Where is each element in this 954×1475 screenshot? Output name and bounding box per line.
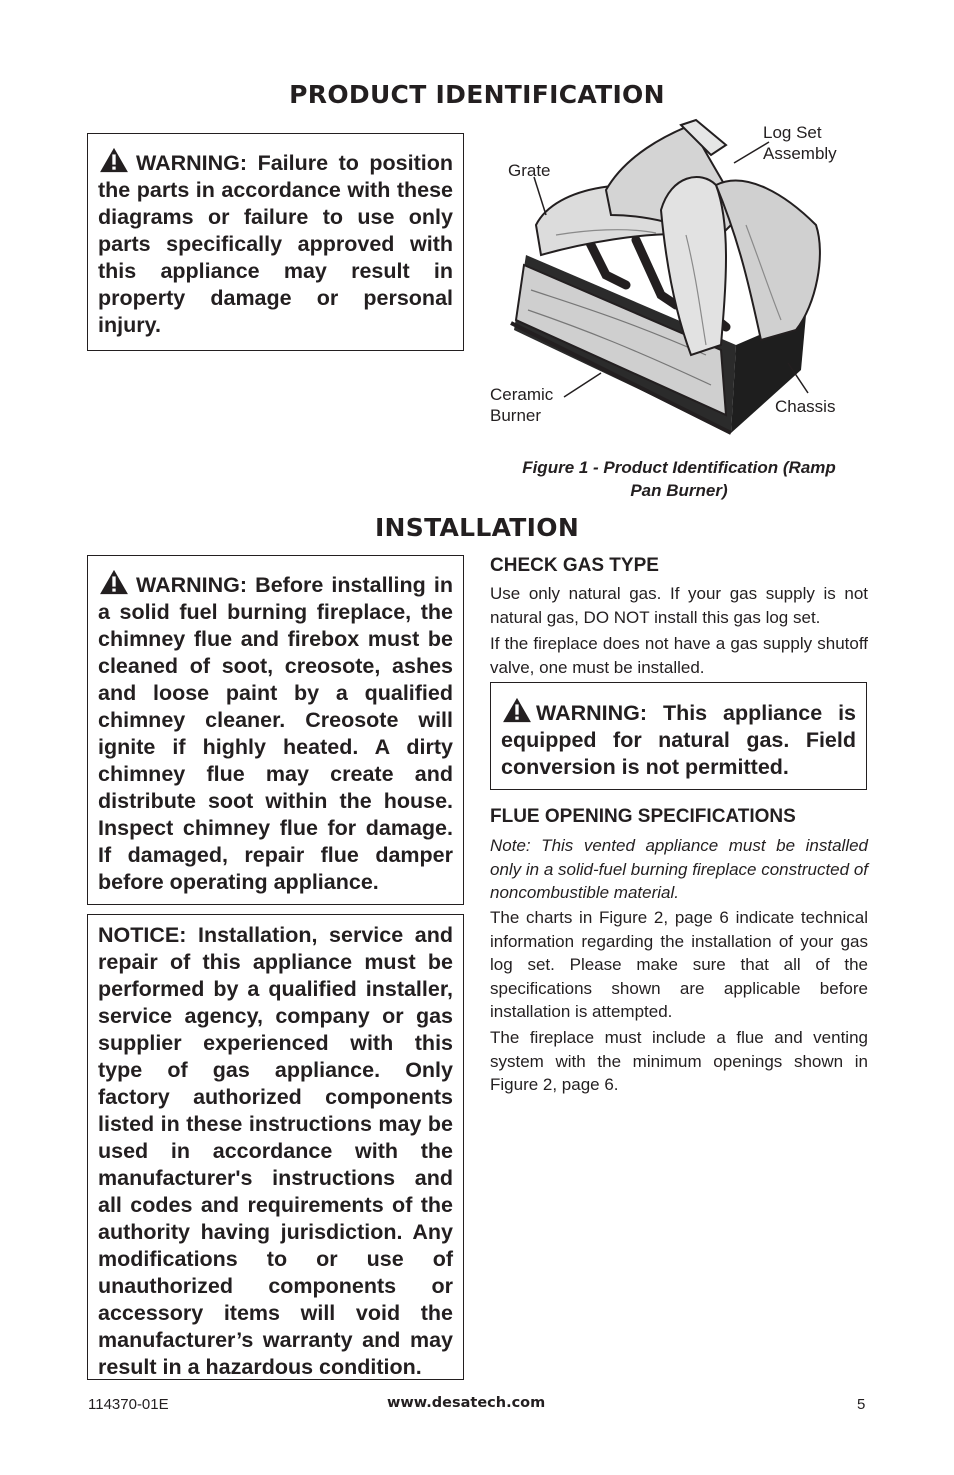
warning-triangle-icon <box>98 569 130 595</box>
check-gas-paragraph-2: If the fireplace does not have a gas supply shutoff valve, one must be installed. <box>490 634 868 677</box>
label-log-set-line1: Log Set <box>763 123 822 142</box>
warning-box-position-parts <box>87 133 464 351</box>
check-gas-paragraph-1: Use only natural gas. If your gas supply is not natural gas, DO NOT install this gas log set. <box>490 584 868 627</box>
notice-text: NOTICE: Installation, service and repair of this appliance must be performed by a qualified installer, service agency, company or gas supplier experienced with this type of gas appliance. Only factory authorized components listed in these instructions may be used in accordance with the manufacturer's instructions and all codes and requirements of the authority having jurisdiction. Any modifications to or use of unauthorized components or accessory items will void the manufacturer’s warranty and may result in a hazardous condition. <box>98 923 453 1379</box>
notice-box <box>87 914 464 1380</box>
warning-box-before-installing <box>87 555 464 905</box>
footer-doc-number: 114370-01E <box>88 1396 169 1413</box>
product-identification-heading: PRODUCT IDENTIFICATION <box>289 80 665 109</box>
check-gas-type-heading: CHECK GAS TYPE <box>490 555 659 576</box>
label-grate: Grate <box>508 161 551 180</box>
caption-line1: Figure 1 - Product Identification (Ramp <box>522 458 836 477</box>
figure-caption <box>490 456 868 502</box>
flue-opening-heading: FLUE OPENING SPECIFICATIONS <box>490 806 796 827</box>
label-log-set-line2: Assembly <box>763 144 837 163</box>
warning-text: WARNING: Before installing in a solid fuel burning fireplace, the chimney flue and firebox must be cleaned of soot, creosote, ashes and loose paint by a qualified chimney cleaner. Creosote will ignite if highly heated. A dirty chimney flue may create and distribute soot within the house. Inspect chimney flue for damage. If damaged, repair flue damper before operating appliance. <box>98 573 453 894</box>
label-log-set-assembly <box>763 122 837 164</box>
label-ceramic-burner <box>490 384 553 426</box>
footer-website-link[interactable]: www.desatech.com <box>387 1395 546 1411</box>
warning-triangle-icon <box>98 147 130 173</box>
installation-heading: INSTALLATION <box>374 513 580 542</box>
flue-note: Note: This vented appliance must be installed only in a solid-fuel burning fireplace constructed of noncombustible material. <box>490 836 868 902</box>
caption-line2: Pan Burner) <box>630 481 728 500</box>
warning-triangle-icon <box>501 697 533 723</box>
warning-box-natural-gas <box>490 682 867 790</box>
flue-paragraph-2: The fireplace must include a flue and venting system with the minimum openings shown in Figure 2, page 6. <box>490 1028 868 1094</box>
footer-page-number: 5 <box>857 1396 866 1413</box>
flue-paragraph-1: The charts in Figure 2, page 6 indicate technical information regarding the installation of your gas log set. Please make sure that all of the specifications shown are applicable before installation is attempted. <box>490 908 868 1021</box>
label-ceramic-line1: Ceramic <box>490 385 554 404</box>
label-chassis: Chassis <box>775 397 836 416</box>
warning-text: WARNING: This appliance is equipped for natural gas. Field conversion is not permitted. <box>501 701 856 779</box>
label-ceramic-line2: Burner <box>490 406 542 425</box>
warning-text: WARNING: Failure to position the parts in accordance with these diagrams or failure to use only parts specifically approved with this appliance may result in property damage or personal injury. <box>98 151 453 337</box>
